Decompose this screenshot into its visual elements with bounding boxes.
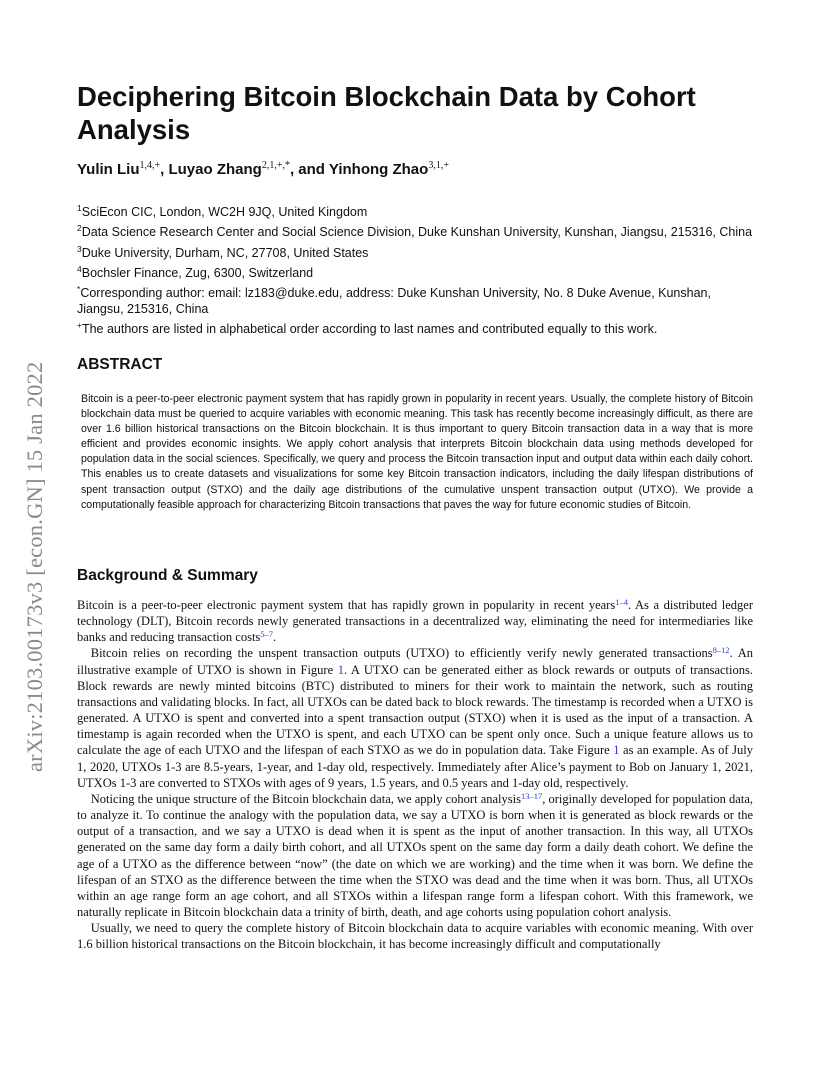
author-affiliation-marks: 1,4,+ <box>139 160 161 171</box>
author-list <box>77 160 757 178</box>
arxiv-identifier-stamp: arXiv:2103.00173v3 [econ.GN] 15 Jan 2022 <box>22 361 47 772</box>
author-affiliation-marks: 2,1,+,* <box>261 160 290 171</box>
affiliation-mark: 3 <box>77 243 82 254</box>
affiliation-mark: 4 <box>77 263 82 274</box>
affiliation-item <box>77 281 757 317</box>
author-name: Luyao Zhang <box>168 161 262 178</box>
affiliation-text: Data Science Research Center and Social Science Division, Duke Kunshan University, Kunshan, Jiangsu, 215316, China <box>81 225 753 240</box>
author-separator: , and <box>289 161 329 178</box>
citation-link[interactable]: 5–7 <box>260 629 274 640</box>
figure-reference-link[interactable]: 1 <box>337 662 344 677</box>
body-paragraph: Usually, we need to query the complete history of Bitcoin blockchain data to acquire variables with economic meaning. With over 1.6 billion historical transactions on the Bitcoin blockchain, it has become increasingly difficult and computationally <box>77 921 753 952</box>
affiliation-item <box>77 317 757 337</box>
figure-reference-link[interactable]: 1 <box>613 743 620 758</box>
affiliation-item <box>77 220 757 240</box>
affiliation-text: Bochsler Finance, Zug, 6300, Switzerland <box>81 265 314 280</box>
author-name: Yulin Liu <box>77 161 140 178</box>
citation-link[interactable]: 1–4 <box>615 597 628 607</box>
affiliation-text: Corresponding author: email: lz183@duke.edu, address: Duke Kunshan University, No. 8 Duke Avenue, Kunshan, Jiangsu, 215316, China <box>77 286 711 317</box>
body-paragraph: Bitcoin relies on recording the unspent transaction outputs (UTXO) to efficiently verify newly generated transactions$^{8-12}$. An illustrative example of UTXO is shown in Figure 1. A UTXO can be generated either as block rewards or outputs of transactions. Block rewards are newly minted bitcoins (BTC) distributed to miners for their work to maintain the network, such as routing transactions and validating blocks. In fact, all UTXOs can be dated back to block rewards. The timestamp is recorded when a UTXO is generated. A UTXO is spent and converted into a spent transaction output (STXO) when it is used as the input of a transaction. A timestamp is again recorded when the UTXO is spent, and each UTXO can be spent only once. Such a unique feature allows us to calculate the age of each UTXO and the lifespan of each STXO as we do in population data. Take Figure 1 as an example. As of July 1, 2020, UTXOs 1-3 are 8.5-years, 1-year, and 1-day old, respectively. Immediately after Alice’s payment to Bob on January 1, 2021, UTXOs 1-3 are converted to STXOs with ages of 9 years, 1.5 years, and 0.5 years and 1-day old, respectively. <box>77 645 753 790</box>
affiliation-list <box>77 200 757 338</box>
affiliation-mark: * <box>77 284 81 294</box>
paper-title: Deciphering Bitcoin Blockchain Data by Cohort Analysis <box>77 81 696 145</box>
affiliation-text: The authors are listed in alphabetical order according to last names and contributed equally to this work. <box>81 322 658 337</box>
affiliation-item <box>77 241 757 261</box>
affiliation-mark: 1 <box>77 203 82 213</box>
body-paragraph: Noticing the unique structure of the Bitcoin blockchain data, we apply cohort analysis$^{13-17}$, originally developed for population data, to analyze it. To continue the analogy with the population data, we say a UTXO is born when it is generated as block rewards or the output of a transaction, and we say a UTXO is dead when it is spent as the input of another transaction. In this way, all UTXOs generated on the same day form a daily birth cohort, and all UTXOs spent on the same day form a daily death cohort. We define the age of a UTXO as the difference between “now” (the date on which we are working) and the time when it was born. We define the lifespan of an STXO as the difference between the time when the STXO was dead and the time when it was born. Thus, all UTXOs within an age range form an age cohort, and all STXOs within a lifespan range form a lifespan cohort. With this framework, we naturally replicate in Bitcoin blockchain data a trinity of birth, death, and age cohorts using population cohort analysis. <box>77 790 753 919</box>
background-body <box>77 597 753 952</box>
affiliation-mark: + <box>77 320 82 331</box>
author-affiliation-marks: 3,1,+ <box>428 160 449 171</box>
affiliation-text: SciEcon CIC, London, WC2H 9JQ, United Kingdom <box>81 205 368 220</box>
affiliation-item <box>77 200 757 220</box>
author-separator: , <box>160 161 169 178</box>
body-paragraph: Bitcoin is a peer-to-peer electronic payment system that has rapidly grown in popularity in recent years$^{1-4}$. As a distributed ledger technology (DLT), Bitcoin records newly generated transactions in a decentralized way, eliminating the need for intermediaries like banks and reducing transaction costs$^{5-7}$. <box>77 597 753 645</box>
background-summary-heading: Background & Summary <box>77 567 258 584</box>
affiliation-mark: 2 <box>77 223 82 234</box>
citation-link[interactable]: 13–17 <box>520 790 543 801</box>
affiliation-item <box>77 261 757 281</box>
affiliation-text: Duke University, Durham, NC, 27708, United States <box>81 245 369 260</box>
abstract-text: Bitcoin is a peer-to-peer electronic payment system that has rapidly grown in popularity in recent years. Usually, the complete history of Bitcoin blockchain data must be queried to acquire variables with economic meaning. This task has recently become increasingly difficult, as there are over 1.6 billion historical transactions on the Bitcoin blockchain. It is thus important to query Bitcoin transaction data in a way that is more efficient and provides economic insights. We apply cohort analysis that interprets Bitcoin blockchain data using methods developed for population data in the social sciences. Specifically, we query and process the Bitcoin transaction input and output data within each daily cohort. This enables us to create datasets and visualizations for some key Bitcoin transaction indicators, including the daily lifespan distributions of spent transaction output (STXO) and the daily age distributions of the cumulative unspent transaction output (UTXO). We provide a computationally feasible approach for characterizing Bitcoin transactions that paves the way for future economic studies of Bitcoin. <box>81 393 753 511</box>
author-name: Yinhong Zhao <box>328 161 429 178</box>
citation-link[interactable]: 8–12 <box>712 645 730 656</box>
abstract-heading: ABSTRACT <box>77 356 163 373</box>
